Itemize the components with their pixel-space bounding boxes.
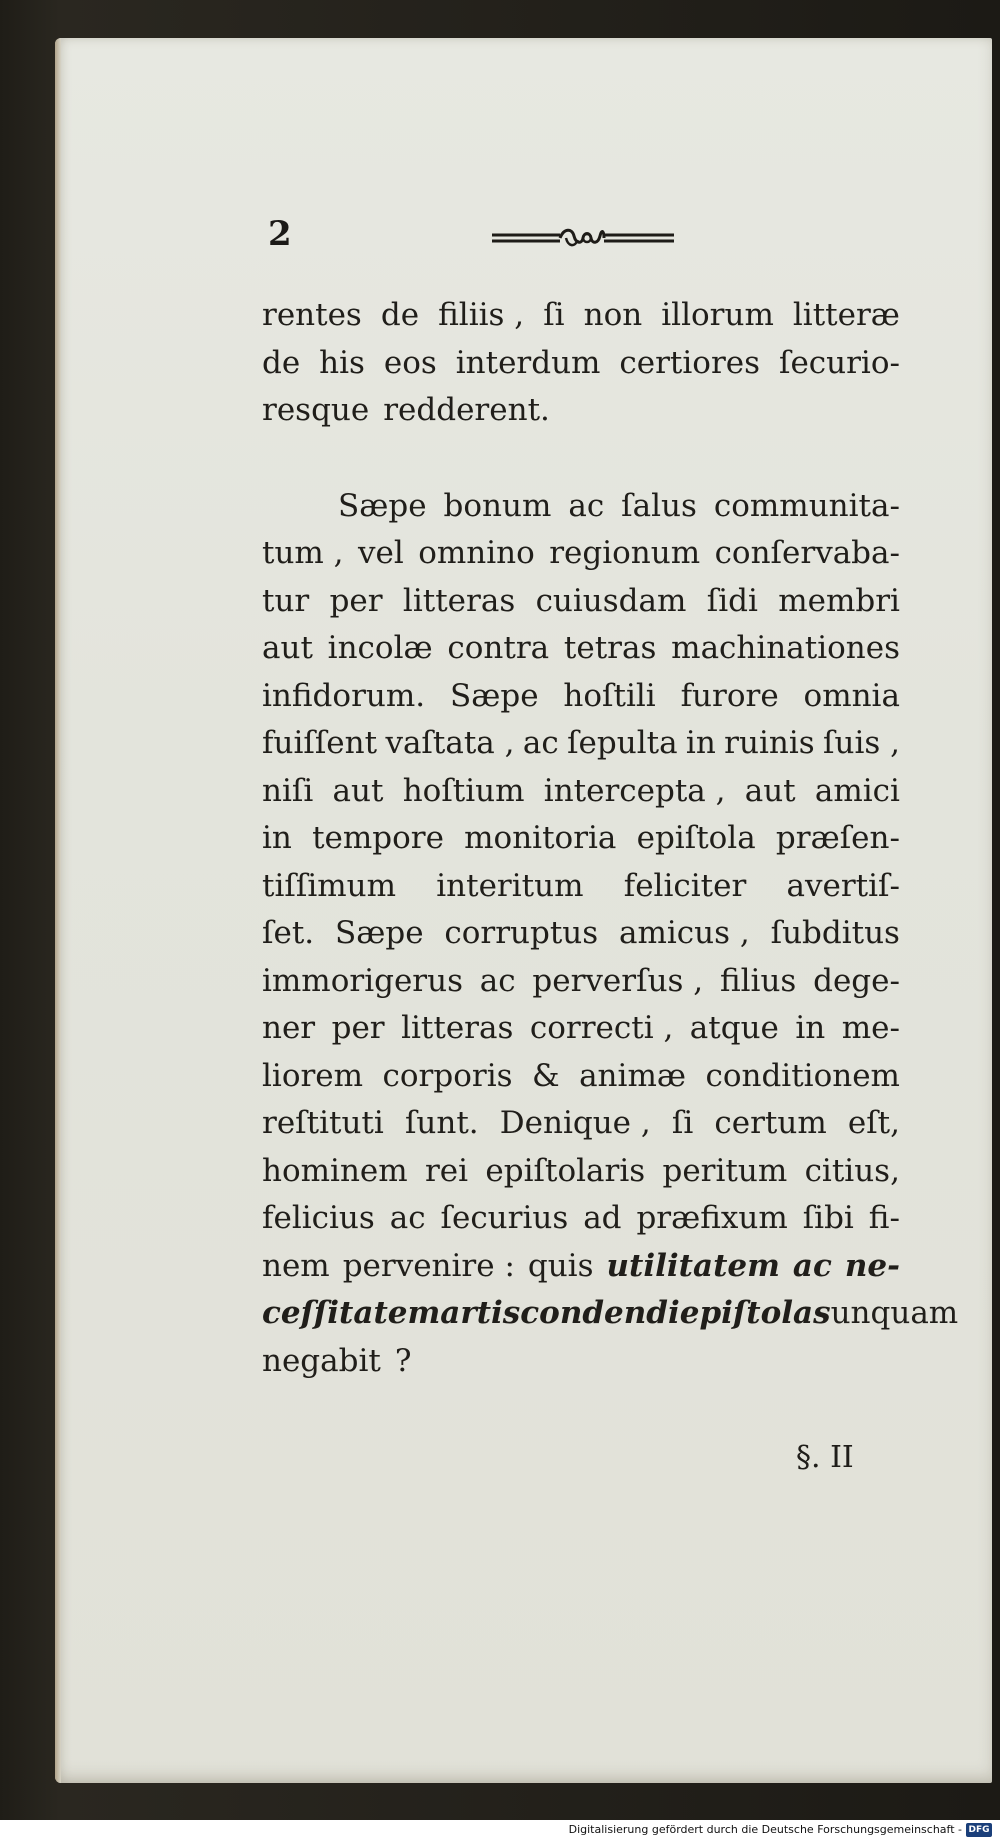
- word: ſibi: [802, 1200, 854, 1236]
- word: ſi: [543, 297, 565, 333]
- word: ac: [568, 487, 605, 524]
- word: per: [331, 1010, 385, 1046]
- word: nem: [262, 1247, 330, 1284]
- word: furore: [680, 677, 779, 714]
- word: epiſtolaris: [485, 1152, 646, 1189]
- word: rei: [424, 1152, 469, 1189]
- word: &: [532, 1057, 560, 1094]
- text-line: [262, 530, 900, 578]
- word: hominem: [262, 1152, 408, 1189]
- text-line: [262, 292, 900, 340]
- word: perverſus ,: [532, 962, 704, 999]
- word: ac: [792, 1247, 832, 1284]
- word: filiis ,: [438, 297, 525, 333]
- paragraph-gap: [262, 435, 900, 483]
- word: ſuis ,: [823, 725, 900, 761]
- word: atque: [689, 1010, 779, 1046]
- word: niſi: [262, 772, 314, 809]
- word: membri: [778, 582, 900, 619]
- word: monitoria: [464, 820, 617, 856]
- word: immorigerus: [262, 962, 463, 999]
- word: eſt,: [847, 1105, 900, 1141]
- word: in: [795, 1010, 826, 1046]
- text-line: [262, 1243, 900, 1291]
- word: Sæpe: [338, 487, 427, 524]
- word: omnia: [803, 677, 900, 714]
- word: incolæ: [327, 630, 433, 666]
- word: corruptus: [444, 915, 599, 951]
- word: ?: [394, 1342, 412, 1379]
- word: non: [583, 297, 643, 333]
- word: ner: [262, 1010, 316, 1046]
- word: correcti ,: [529, 1010, 674, 1046]
- word: communita-: [713, 487, 900, 524]
- word: reſtituti: [262, 1105, 384, 1141]
- word: felicius: [262, 1200, 375, 1236]
- word: filius: [719, 962, 797, 999]
- text-line: [262, 1290, 959, 1338]
- word: de: [262, 344, 301, 381]
- text-line: [262, 768, 900, 816]
- word: epiſtola: [636, 820, 756, 856]
- word: rentes: [262, 297, 362, 333]
- word: aut: [744, 772, 796, 809]
- text-line: [262, 958, 900, 1006]
- word: certiores: [619, 344, 761, 381]
- word: liorem: [262, 1057, 364, 1094]
- word: tur: [262, 582, 310, 619]
- word: ſunt.: [404, 1105, 479, 1141]
- text-line: [262, 578, 900, 626]
- word: tum ,: [262, 535, 344, 571]
- word: feliciter: [623, 867, 747, 904]
- word: machinationes: [671, 630, 900, 666]
- word: ſidi: [706, 582, 758, 619]
- word: vel: [357, 535, 404, 571]
- word: amici: [814, 772, 900, 809]
- word: in: [685, 725, 716, 761]
- word: ruinis: [724, 725, 815, 761]
- word: redderent.: [383, 392, 550, 428]
- word: litteras: [402, 582, 516, 619]
- word: Sæpe: [334, 915, 424, 951]
- word: hoſtili: [563, 677, 656, 714]
- word: tiſſimum: [262, 867, 396, 904]
- word: hoſtium: [402, 772, 525, 809]
- text-line: [262, 1005, 900, 1053]
- word: de: [380, 297, 420, 333]
- word: peritum: [662, 1152, 788, 1189]
- body-text: [262, 292, 959, 1385]
- word: certum: [714, 1105, 827, 1141]
- text-line: [262, 863, 900, 911]
- word: negabit: [262, 1342, 381, 1379]
- text-line: [262, 340, 900, 388]
- word: fi-: [868, 1200, 900, 1236]
- word: ſepulta: [567, 725, 678, 761]
- word: contra: [447, 630, 550, 666]
- word: dege-: [813, 962, 900, 999]
- word: epiſtolas: [679, 1295, 831, 1331]
- word: cuiusdam: [535, 582, 687, 619]
- word: per: [329, 582, 383, 619]
- word: infidorum.: [262, 677, 426, 714]
- word: præfixum: [636, 1200, 788, 1236]
- word: corporis: [382, 1057, 513, 1094]
- text-line: [262, 625, 900, 673]
- word: in: [262, 820, 292, 856]
- word: bonum: [443, 487, 552, 524]
- word: Denique ,: [499, 1105, 651, 1141]
- word: ac: [522, 725, 559, 761]
- text-line: [262, 1195, 900, 1243]
- word: tetras: [563, 630, 657, 666]
- text-line: [262, 387, 900, 435]
- word: vaſtata ,: [385, 725, 515, 761]
- word: artis: [440, 1295, 521, 1331]
- word: ad: [583, 1200, 622, 1236]
- word: litteras: [401, 1010, 514, 1046]
- text-line: [262, 483, 900, 531]
- word: ac: [389, 1200, 426, 1236]
- word: ſecurio-: [778, 344, 900, 381]
- text-line: [262, 815, 900, 863]
- word: animæ: [579, 1057, 686, 1094]
- word: citius,: [804, 1152, 900, 1189]
- word: illorum: [661, 297, 774, 333]
- word: ſubditus: [770, 915, 900, 951]
- word: unquam: [830, 1295, 959, 1331]
- word: aut: [262, 630, 313, 666]
- word: ſi: [671, 1105, 694, 1141]
- word: intercepta ,: [543, 772, 726, 809]
- word: quis: [527, 1247, 594, 1284]
- word: omnino: [418, 535, 535, 571]
- word: resque: [262, 392, 370, 428]
- text-line: [262, 1148, 900, 1196]
- word: amicus ,: [619, 915, 750, 951]
- word: præſen-: [775, 820, 900, 856]
- word: ſalus: [621, 487, 697, 524]
- text-line: [262, 1338, 900, 1386]
- word: regionum: [549, 535, 701, 571]
- text-line: [262, 910, 900, 958]
- word: ſet.: [262, 915, 315, 951]
- text-line: [262, 1053, 900, 1101]
- word: ne-: [844, 1247, 900, 1284]
- word: litteræ: [792, 297, 900, 333]
- word: utilitatem: [606, 1247, 780, 1284]
- word: pervenire :: [342, 1247, 515, 1284]
- word: eos: [383, 344, 437, 381]
- word: Sæpe: [449, 677, 539, 714]
- text-line: [262, 720, 900, 768]
- footer-credit: Digitalisierung gefördert durch die Deutsche Forschungsgemeinschaft -: [568, 1823, 962, 1836]
- dfg-logo-icon: DFG: [966, 1823, 992, 1837]
- word: avertiſ-: [786, 867, 900, 904]
- word: fuiſſent: [262, 725, 378, 761]
- word: ceſſitatem: [262, 1295, 441, 1331]
- word: conditionem: [705, 1057, 900, 1094]
- word: me-: [841, 1010, 900, 1046]
- word: tempore: [312, 820, 444, 856]
- word: condendi: [520, 1295, 680, 1331]
- word: ſecurius: [440, 1200, 569, 1236]
- catchword: §. II: [796, 1440, 854, 1475]
- page-gutter-edge: [55, 38, 61, 1783]
- page-number: 2: [268, 214, 292, 254]
- text-line: [262, 673, 900, 721]
- word: conſervaba-: [714, 535, 900, 571]
- word: interitum: [436, 867, 584, 904]
- word: ac: [479, 962, 516, 999]
- text-line: [262, 1100, 900, 1148]
- word: aut: [332, 772, 384, 809]
- word: interdum: [455, 344, 601, 381]
- printers-rule-ornament-icon: [492, 224, 674, 254]
- word: his: [319, 344, 365, 381]
